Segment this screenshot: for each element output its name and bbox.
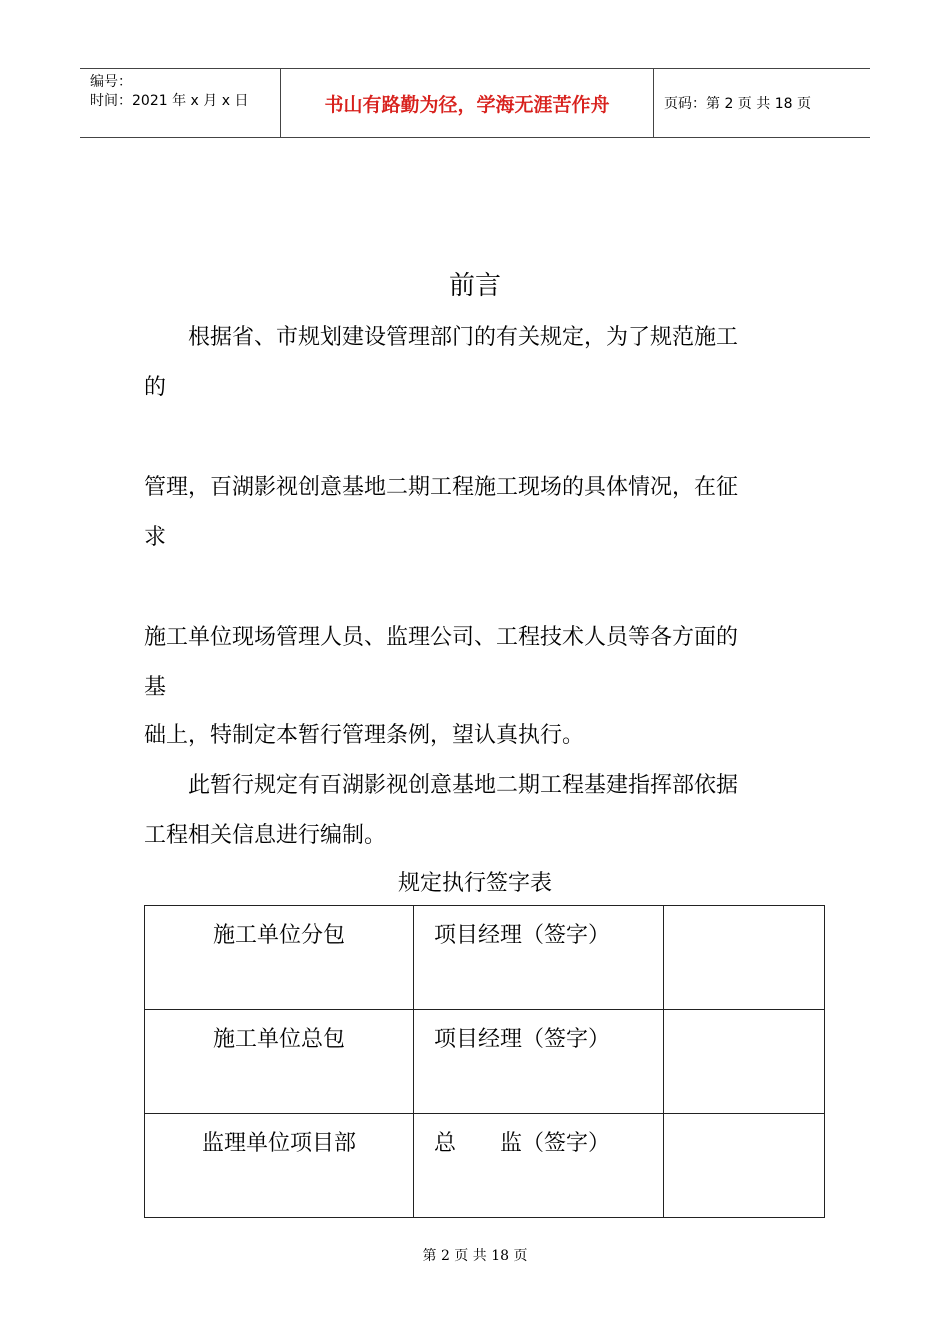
role-cell: 项目经理（签字） bbox=[414, 1010, 664, 1114]
document-number-label: 编号： bbox=[90, 74, 132, 90]
page-footer: 第 2 页 共 18 页 bbox=[422, 1248, 528, 1264]
document-header bbox=[80, 68, 870, 138]
paragraph-line: 基 bbox=[144, 675, 167, 700]
signature-table-title: 规定执行签字表 bbox=[397, 871, 552, 896]
paragraph-line: 础上，特制定本暂行管理条例，望认真执行。 bbox=[144, 723, 585, 748]
header-motto: 书山有路勤为径，学海无涯苦作舟 bbox=[281, 69, 654, 137]
role-cell: 项目经理（签字） bbox=[414, 906, 664, 1010]
paragraph-line: 管理，百湖影视创意基地二期工程施工现场的具体情况，在征 bbox=[144, 475, 739, 500]
unit-cell: 施工单位总包 bbox=[145, 1010, 414, 1114]
paragraph-line: 此暂行规定有百湖影视创意基地二期工程基建指挥部依据 bbox=[144, 773, 739, 798]
table-row bbox=[145, 1114, 825, 1218]
paragraph-line: 根据省、市规划建设管理部门的有关规定，为了规范施工 bbox=[144, 325, 739, 350]
header-page-label: 页码：第 2 页 共 18 页 bbox=[664, 96, 811, 112]
paragraph-line: 的 bbox=[144, 375, 167, 400]
document-date-label: 时间：2021 年 x 月 x 日 bbox=[90, 93, 249, 109]
paragraph-line: 工程相关信息进行编制。 bbox=[144, 823, 387, 848]
signature-table bbox=[144, 905, 825, 1218]
page-title: 前言 bbox=[448, 271, 501, 301]
paragraph-line: 施工单位现场管理人员、监理公司、工程技术人员等各方面的 bbox=[144, 625, 739, 650]
unit-cell: 监理单位项目部 bbox=[145, 1114, 414, 1218]
header-meta bbox=[80, 69, 281, 137]
role-cell: 总 监（签字） bbox=[414, 1114, 664, 1218]
table-row bbox=[145, 1010, 825, 1114]
signature-cell bbox=[664, 1010, 825, 1114]
signature-cell bbox=[664, 906, 825, 1010]
signature-cell bbox=[664, 1114, 825, 1218]
unit-cell: 施工单位分包 bbox=[145, 906, 414, 1010]
table-row bbox=[145, 906, 825, 1010]
paragraph-line: 求 bbox=[144, 525, 167, 550]
